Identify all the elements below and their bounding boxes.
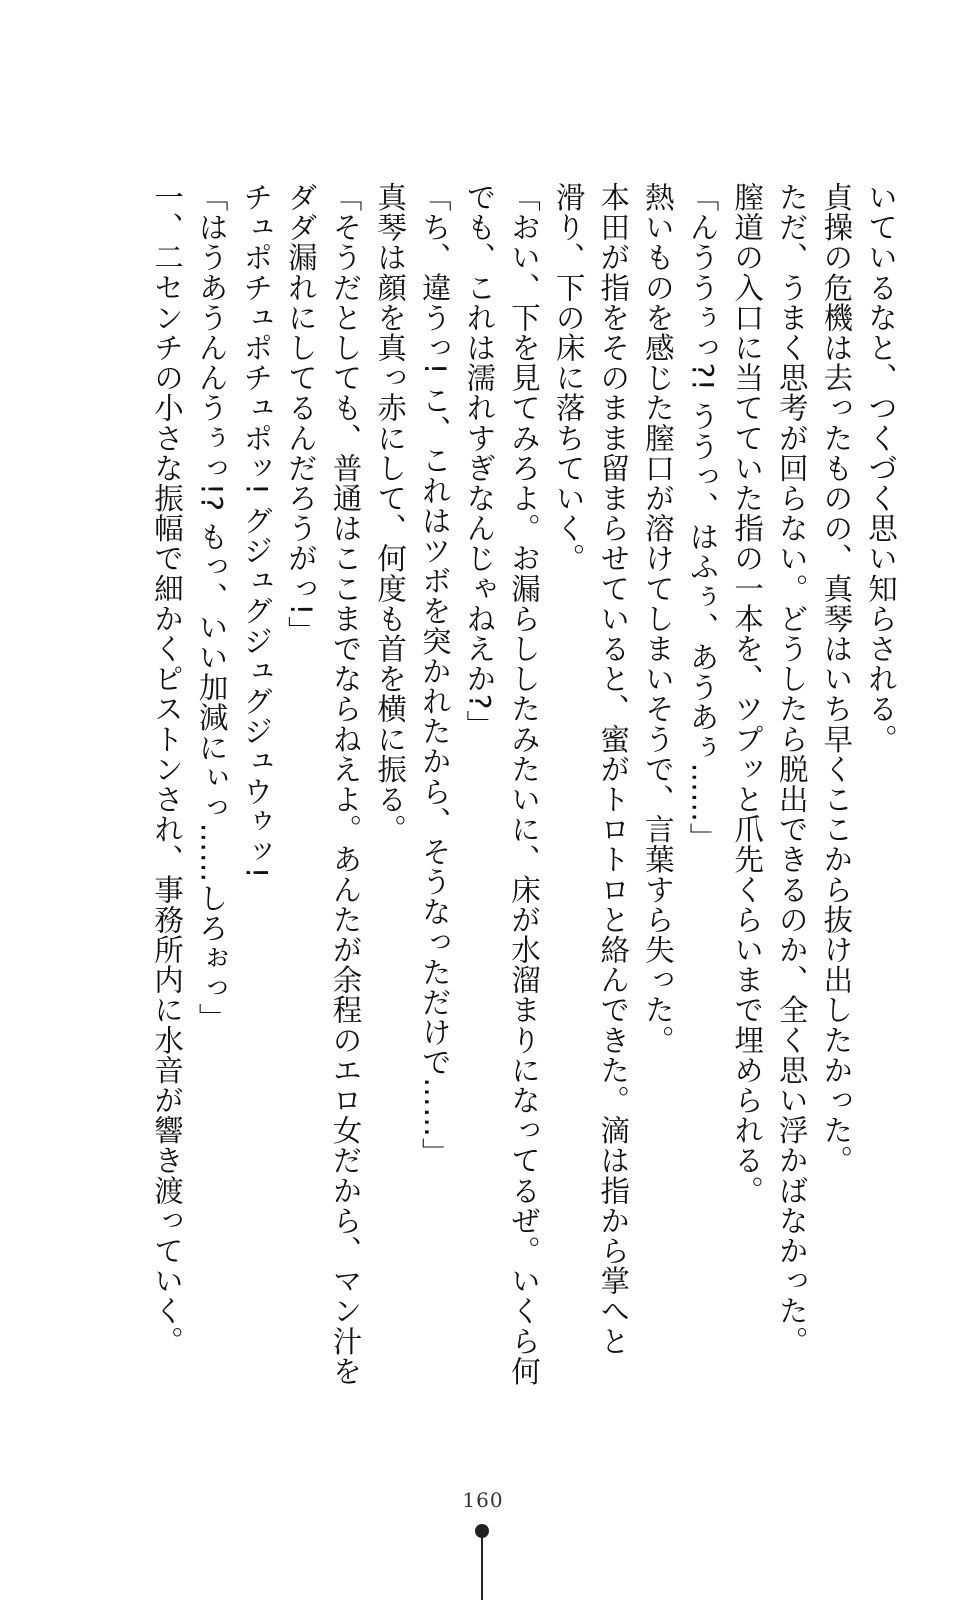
page-number: 160	[462, 1488, 504, 1512]
text-line: 膣道の入口に当てていた指の一本を、ツプッと爪先くらいまで埋められる。	[730, 182, 765, 1206]
text-line: 本田が指をそのまま留まらせていると、蜜がトロトロと絡んできた。滴は指から掌へと	[596, 182, 631, 1356]
text-line: でも、これは濡れすぎなんじゃねえか?」	[462, 182, 497, 741]
text-line: ダダ漏れにしてるんだろうがっ!」	[283, 182, 318, 646]
text-line: 一、二センチの小さな振幅で細かくピストンされ、事務所内に水音が響き渡っていく。	[150, 182, 184, 1356]
vertical-text-body	[150, 182, 898, 1386]
text-line: 滑り、下の床に落ちていく。	[551, 182, 586, 574]
text-line: 貞操の危機は去ったものの、真琴はいち早くここから抜け出したかった。	[819, 182, 854, 1176]
text-line: チュポチュポチュポッ! グジュグジュグジュウゥッ!	[239, 182, 274, 880]
text-line: 「そうだとしても、普通はここまでならねえよ。あんたが余程のエロ女だから、マン汁を	[328, 182, 363, 1386]
text-line: 「はうあうんんうぅっ!? もっ、いい加減にぃっ……しろぉっ」	[194, 182, 229, 1034]
text-line: 「ち、違うっ! こ、これはツボを突かれたから、そうなっただけで……」	[417, 182, 452, 1168]
text-line: 「んううぅっ?! ううっ、はふぅ、あうあぅ……」	[685, 182, 720, 853]
text-line: いているなと、つくづく思い知らされる。	[864, 182, 898, 754]
text-line: ただ、うまく思考が回らない。どうしたら脱出できるのか、全く思い浮かばなかった。	[774, 182, 809, 1356]
text-line: 熱いものを感じた膣口が溶けてしまいそうで、言葉すら失った。	[640, 182, 675, 1055]
text-line: 「おい、下を見てみろよ。お漏らししたみたいに、床が水溜まりになってるぜ。いくら何	[507, 182, 541, 1386]
text-line: 真琴は顔を真っ赤にして、何度も首を横に振る。	[373, 182, 408, 845]
page-marker-line	[481, 1536, 483, 1600]
